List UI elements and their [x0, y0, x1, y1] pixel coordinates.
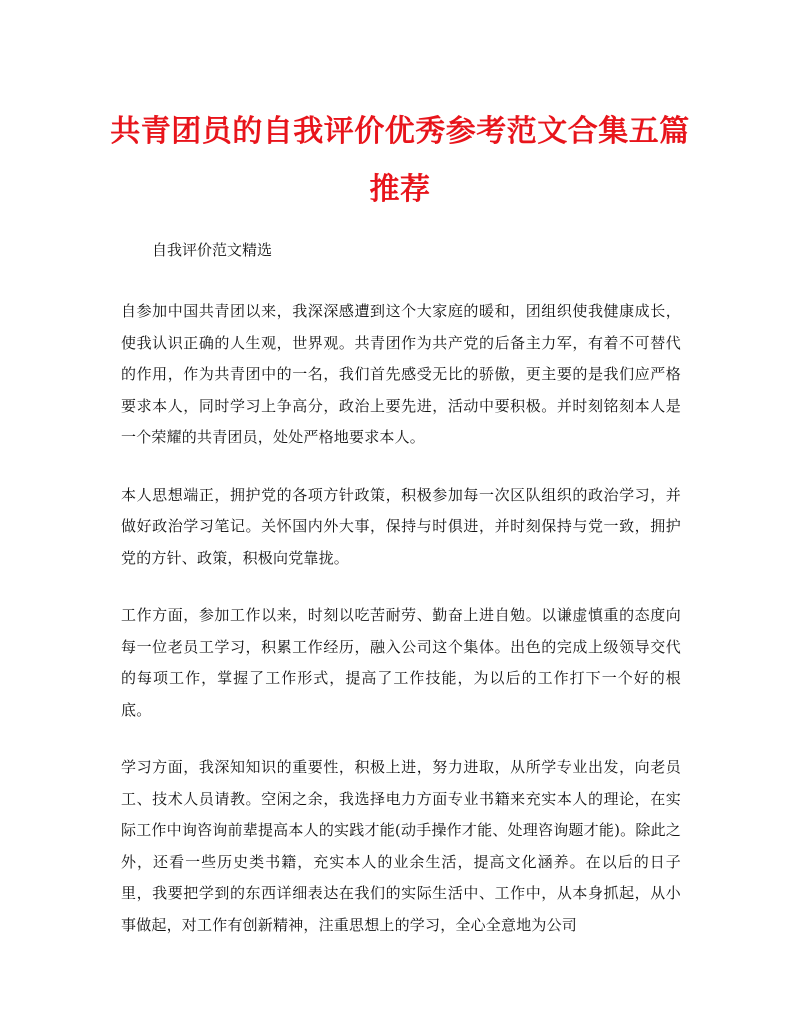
document-title: 共青团员的自我评价优秀参考范文合集五篇推荐 — [110, 114, 690, 207]
paragraph-work: 工作方面，参加工作以来，时刻以吃苦耐劳、勤奋上进自勉。以谦虚慎重的态度向每一位老员工学习，积累工作经历，融入公司这个集体。出色的完成上级领导交代的每项工作，掌握了工作形式，提高了工作技能，为以后的工作打下一个好的根底。 — [121, 606, 681, 719]
paragraph-thought: 本人思想端正，拥护党的各项方针政策，积极参加每一次区队组织的政治学习，并做好政治学习笔记。关怀国内外大事，保持与时俱进，并时刻保持与党一致，拥护党的方针、政策，积极向党靠拢。 — [121, 485, 681, 567]
paragraph-intro: 自参加中国共青团以来，我深深感遭到这个大家庭的暖和，团组织使我健康成长，使我认识正确的人生观，世界观。共青团作为共产党的后备主力军，有着不可替代的作用，作为共青团中的一名，我们首先感受无比的骄傲，更主要的是我们应严格要求本人，同时学习上争高分，政治上要先进，活动中要积极。并时刻铭刻本人是一个荣耀的共青团员，处处严格地要求本人。 — [121, 302, 681, 446]
document-subtitle: 自我评价范文精选 — [152, 241, 273, 259]
paragraph-study: 学习方面，我深知知识的重要性，积极上进，努力进取，从所学专业出发，向老员工、技术人员请教。空闲之余，我选择电力方面专业书籍来充实本人的理论，在实际工作中询咨询前辈提高本人的实践才能(动手操作才能、处理咨询题才能)。除此之外，还看一些历史类书籍，充实本人的业余生活，提高文化涵养。在以后的日子里，我要把学到的东西详细表达在我们的实际生活中、工作中，从本身抓起，从小事做起，对工作有创新精神，注重思想上的学习，全心全意地为公司 — [121, 758, 681, 934]
